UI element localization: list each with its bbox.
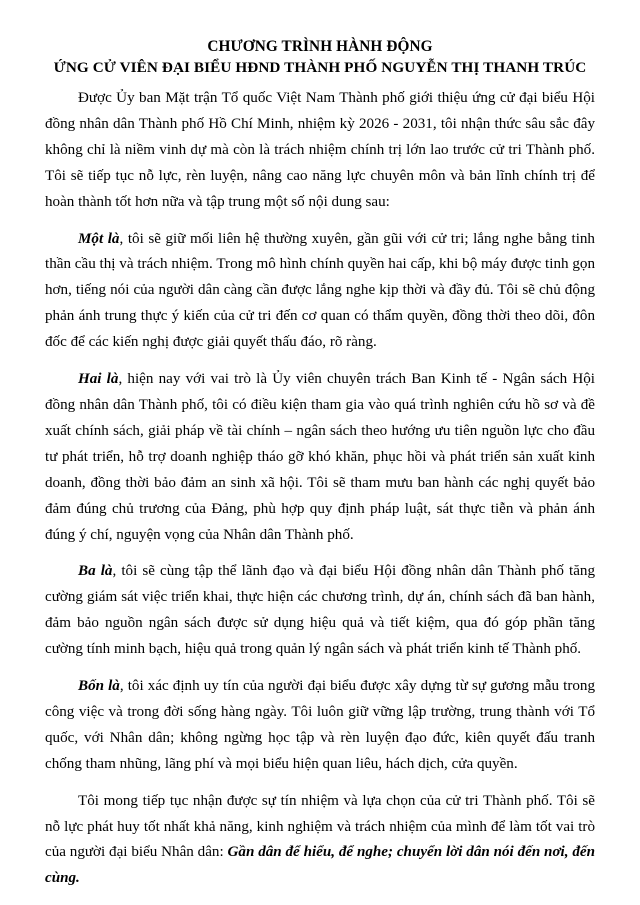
closing-quote: Gần dân để hiểu, để nghe; chuyển lời dân nói đến nơi, đến cùng. [45,844,595,887]
paragraph-closing [45,789,595,893]
paragraph-point-2 [45,367,595,548]
point-2-lead: Hai là [78,371,119,388]
point-3-lead: Ba là [78,563,113,580]
paragraph-point-3 [45,559,595,663]
paragraph-point-4 [45,674,595,778]
point-2-body: , hiện nay với vai trò là Ủy viên chuyên trách Ban Kinh tế - Ngân sách Hội đồng nhân dân Thành phố, tôi có điều kiện tham gia vào quá trình nghiên cứu hồ sơ và đề xuất chính sách, giải pháp về tài chính – ngân sách theo hướng ưu tiên nguồn lực cho đầu tư phát triển, hỗ trợ doanh nghiệp tháo gỡ khó khăn, phục hồi và phát triển sản xuất kinh doanh, đồng thời bảo đảm an sinh xã hội. Tôi sẽ tham mưu ban hành các nghị quyết bảo đảm đúng chủ trương của Đảng, phù hợp quy định pháp luật, sát thực tiễn và phản ánh đúng ý chí, nguyện vọng của Nhân dân Thành phố. [45,371,595,543]
title-line-primary: CHƯƠNG TRÌNH HÀNH ĐỘNG [207,38,433,55]
point-1-body: , tôi sẽ giữ mối liên hệ thường xuyên, gần gũi với cử tri; lắng nghe bằng tinh thần cầu thị và trách nhiệm. Trong mô hình chính quyền hai cấp, khi bộ máy được tinh gọn hơn, tiếng nói của người dân càng cần được lắng nghe kịp thời và đầy đủ. Tôi sẽ chủ động phản ánh trung thực ý kiến của cử tri đến cơ quan có thẩm quyền, đồng thời theo dõi, đôn đốc để các kiến nghị được giải quyết thấu đáo, rõ ràng. [45,230,595,351]
paragraph-intro: Được Ủy ban Mặt trận Tổ quốc Việt Nam Thành phố giới thiệu ứng cử đại biểu Hội đồng nhân dân Thành phố Hồ Chí Minh, nhiệm kỳ 2026 - 2031, tôi nhận thức sâu sắc đây không chỉ là niềm vinh dự mà còn là trách nhiệm chính trị lớn lao trước cử tri Thành phố. Tôi sẽ tiếp tục nỗ lực, rèn luyện, nâng cao năng lực chuyên môn và bản lĩnh chính trị để hoàn thành tốt hơn nữa và tập trung một số nội dung sau: [45,90,595,210]
paragraph-point-1 [45,227,595,357]
point-4-lead: Bốn là [78,678,120,695]
point-4-body: , tôi xác định uy tín của người đại biểu được xây dựng từ sự gương mẫu trong công việc và trong đời sống hàng ngày. Tôi luôn giữ vững lập trường, trung thành với Tổ quốc, với Nhân dân; không ngừng học tập và rèn luyện đạo đức, kiên quyết đấu tranh chống tham nhũng, lãng phí và mọi biểu hiện quan liêu, hách dịch, cửa quyền. [45,678,595,772]
page-title [45,36,595,78]
title-line-secondary: ỨNG CỬ VIÊN ĐẠI BIỂU HĐND THÀNH PHỐ NGUYỄN THỊ THANH TRÚC [53,59,587,76]
closing-body: Tôi mong tiếp tục nhận được sự tín nhiệm và lựa chọn của cử tri Thành phố. Tôi sẽ nỗ lực phát huy tốt nhất khả năng, kinh nghiệm và trách nhiệm của mình để làm tốt vai trò của người đại biểu Nhân dân: [45,792,595,861]
point-3-body: , tôi sẽ cùng tập thể lãnh đạo và đại biểu Hội đồng nhân dân Thành phố tăng cường giám sát việc triển khai, thực hiện các chương trình, dự án, chính sách đã ban hành, đảm bảo nguồn ngân sách được sử dụng hiệu quả và tiết kiệm, qua đó góp phần tăng cường tính minh bạch, hiệu quả trong quản lý ngân sách và phát triển kinh tế Thành phố. [45,563,595,658]
point-1-lead: Một là [78,230,120,247]
